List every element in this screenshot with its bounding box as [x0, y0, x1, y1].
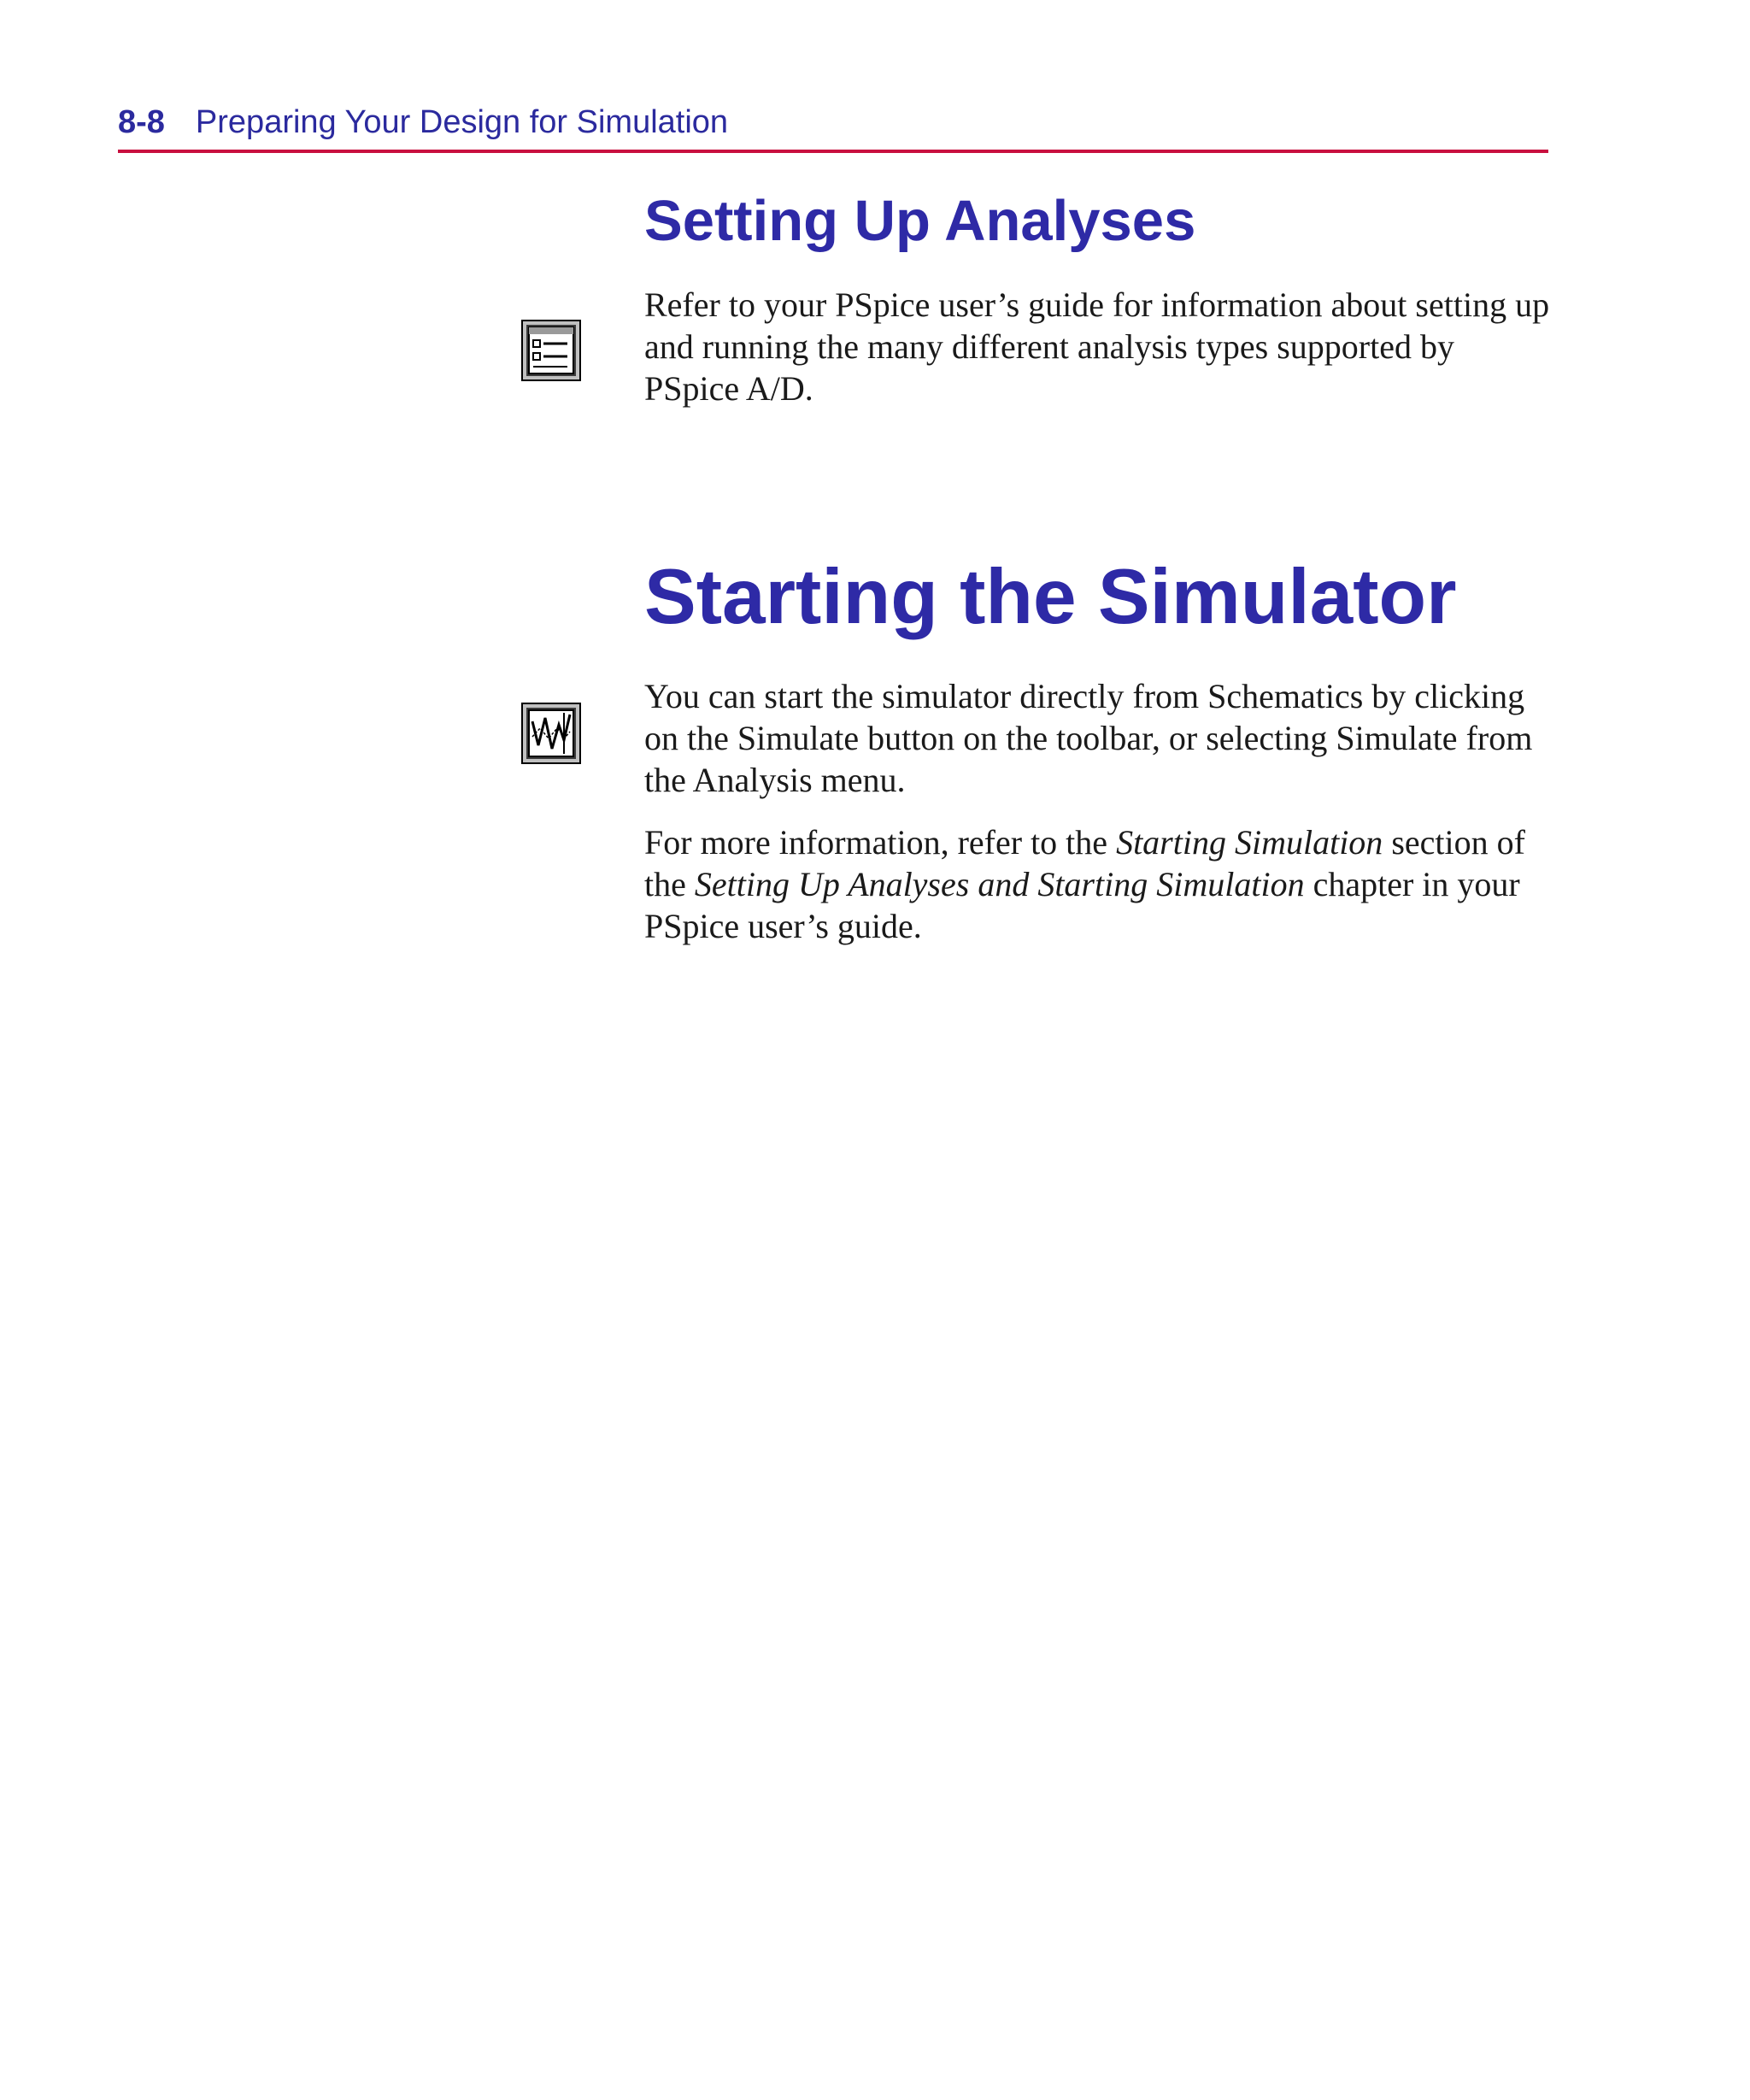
ref-setting-up-analyses-chapter: Setting Up Analyses and Starting Simulation	[694, 865, 1305, 903]
more-info-prefix: For more information, refer to the	[644, 823, 1117, 862]
running-header	[118, 104, 1548, 154]
more-info-paragraph	[644, 821, 1552, 947]
more-info-middle: section of the	[644, 823, 1525, 903]
more-info-suffix: chapter in your PSpice user’s guide.	[644, 865, 1520, 945]
starting-simulator-paragraph: You can start the simulator directly from Schematics by clicking on the Simulate button on the toolbar, or selecting Simulate from the Analysis menu.	[644, 677, 1533, 799]
section-heading-setting-up-analyses: Setting Up Analyses	[644, 189, 1196, 253]
page-number: 8-8	[118, 104, 165, 140]
header-rule	[118, 150, 1548, 153]
simulate-icon	[521, 703, 581, 764]
chapter-title: Preparing Your Design for Simulation	[195, 104, 729, 140]
setup-analysis-icon	[521, 320, 581, 381]
ref-starting-simulation: Starting Simulation	[1116, 823, 1383, 862]
section-heading-starting-the-simulator: Starting the Simulator	[644, 554, 1457, 640]
setting-up-analyses-paragraph: Refer to your PSpice user’s guide for information about setting up and running the many different analysis types supported by PSpice A/D.	[644, 285, 1550, 408]
